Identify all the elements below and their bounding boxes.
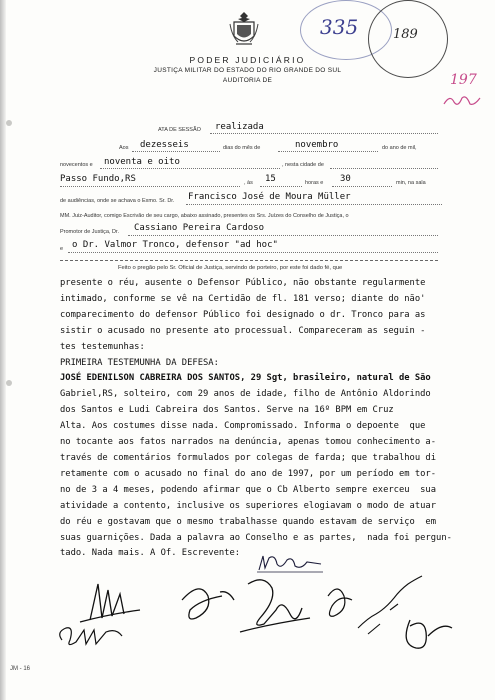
folio-number-black: 189 [393,27,418,42]
min-label: min, na sala [396,180,426,186]
promotor-label: Promotor de Justiça, Dr. [60,229,119,235]
punch-hole [6,380,12,386]
hour-value: 15 [265,174,276,184]
body-line: comparecimento do defensor Público foi designado o dr. Tronco para as [60,309,426,320]
pregao-text: Feito o pregão pelo Sr. Oficial de Justiça, servindo de porteiro, por este foi dado fé, que [118,265,343,271]
body-line: PRIMEIRA TESTEMUNHA DA DEFESA: [60,357,219,368]
page-edge [0,0,6,700]
signature-1-icon [80,584,140,622]
month-underline [278,151,378,152]
year-value: noventa e oito [104,157,180,167]
ata-value: realizada [215,122,264,132]
body-line: tado. Nada mais. A Of. Escrevente: [60,548,241,559]
day-underline [132,151,220,152]
folio-number-blue: 335 [320,15,359,39]
audiencias-label: de audiências, onde se achava o Exmo. Sr. Dr. [60,198,175,204]
header-subtitle: JUSTIÇA MILITAR DO ESTADO DO RIO GRANDE DO SUL [153,67,342,74]
e-label: e [60,246,64,252]
body-line: suas guarnições. Dada a palavra ao Conselho e as partes, nada foi pergun- [60,532,452,543]
ano-label: do ano de mil, [382,145,417,151]
defensor-value: o Dr. Valmor Tronco, defensor "ad hoc" [72,240,278,250]
min-value: 30 [340,174,351,184]
form-divider [60,260,438,261]
cidade-label: , nesta cidade de [282,162,324,168]
body-line: Alta. Aos costumes disse nada. Compromissado. Informa o depoente que [60,421,426,432]
body-line: dos Santos e Ludi Cabreira dos Santos. Serve na 16º BPM em Cruz [60,405,394,416]
testimony-body [60,276,468,562]
signature-2-icon [60,628,122,645]
signature-4-icon [240,580,310,632]
form-code: JM - 16 [10,666,31,672]
body-line: atividade a contento, inclusive os superiores elogiavam o modo de atuar [60,500,437,511]
cidade-underline [330,168,438,169]
coat-of-arms-icon [228,10,260,50]
body-line: no tocante aos fatos narrados na denúncia, apenas tomou conhecimento a- [60,437,437,448]
punch-hole [6,120,12,126]
body-line: través de comentários formulados por colegas de farda; que trabalhou di [60,452,437,463]
body-line: sistir o acusado no presente ato processual. Compareceram as seguin - [60,325,426,336]
aos-label: Aos [119,145,129,151]
year-underline [100,168,280,169]
body-line: intimado, conforme se vê na Certidão de fl. 181 verso; diante do não' [60,293,426,304]
header-title: PODER JUDICIÁRIO [189,55,306,65]
ata-underline [210,133,438,134]
pink-initials-icon [442,92,482,110]
body-line: no de 3 a 4 meses, podendo afirmar que o Cb Alberto sempre exerceu sua [60,484,437,495]
city-underline [60,186,240,187]
judge-underline [186,204,442,205]
ata-label: ATA DE SESSÃO [158,127,201,133]
hour-underline [260,186,302,187]
body-line: Gabriel,RS, solteiro, com 29 anos de idade, filho de Antônio Aldorindo [60,389,431,400]
body-line: do réu e gostavam que o mesmo trabalhasse quando estavam de serviço em [60,516,437,527]
folio-number-pink: 197 [450,72,477,88]
novecentos-label: novecentos e [60,162,93,168]
signature-7-icon [406,620,452,648]
as-label: , às [244,180,253,186]
signature-3-icon [182,589,234,619]
body-line: presente o réu, ausente o Defensor Público, não obstante regularmente [60,278,426,288]
mm-juiz-text: MM. Juiz-Auditor, comigo Escrivão de seu cargo, abaixo assinado, presentes os Srs. Juízes do Conselho de Justiça, o [60,213,349,219]
min-underline [332,186,392,187]
judge-value: Francisco José de Moura Müller [188,192,351,202]
city-value: Passo Fundo,RS [60,174,136,184]
body-line: tes testemunhas: [60,341,145,352]
promotor-underline [128,235,438,236]
header-subtitle-2: AUDITORIA DE [222,77,273,84]
month-value: novembro [295,140,339,150]
day-value: dezesseis [140,140,189,150]
horas-label: horas e [305,180,324,186]
signatures-block [50,570,490,670]
body-line: retamente com o acusado no final do ano de 1997, por um período em tor- [60,468,437,479]
promotor-value: Cassiano Pereira Cardoso [134,223,265,233]
signature-5-icon [328,589,352,616]
defensor-underline [68,252,438,253]
dias-label: dias do mês de [223,145,261,151]
body-line: JOSÉ EDENILSON CABREIRA DOS SANTOS, 29 Sgt, brasileiro, natural de São [60,373,431,384]
